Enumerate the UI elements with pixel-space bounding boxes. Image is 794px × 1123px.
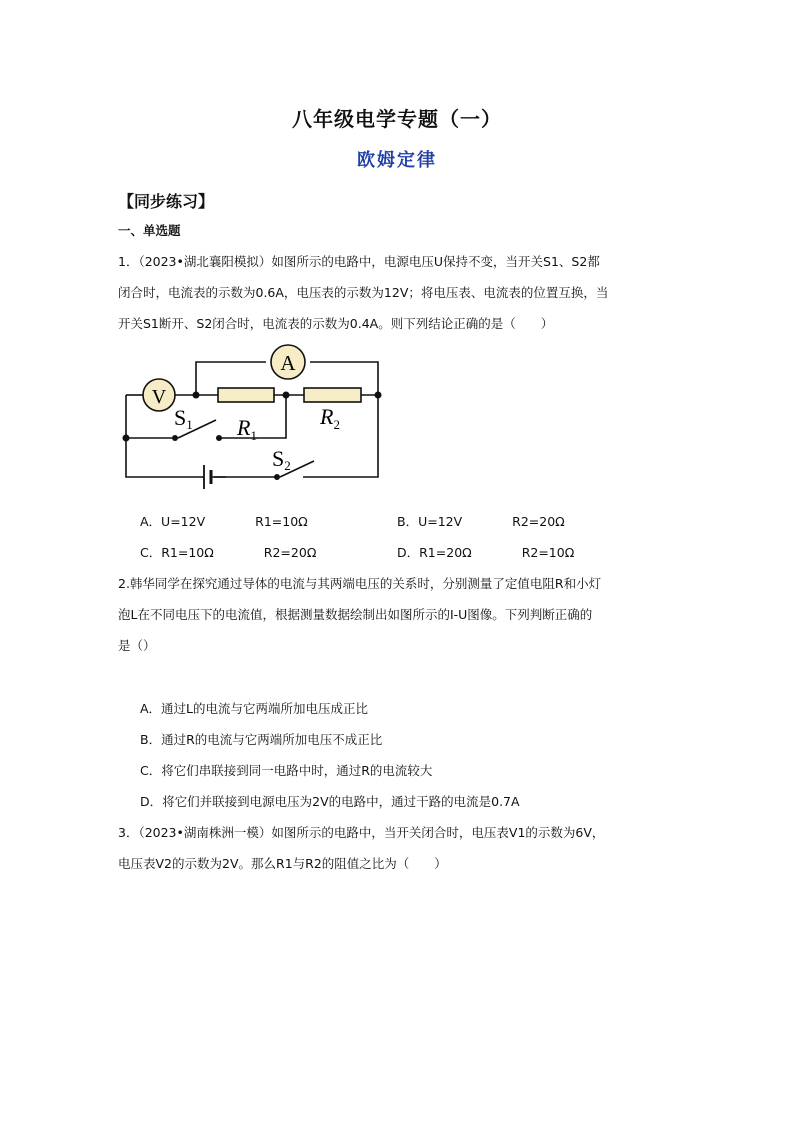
q1-option-b[interactable]: B．U=12V R2=20Ω — [397, 514, 565, 529]
q2-line-3: 是（） — [118, 638, 156, 653]
ammeter-label: A — [280, 351, 296, 375]
resistor-r2 — [304, 388, 361, 402]
circuit-diagram — [116, 340, 386, 500]
q2-line-1: 2.韩华同学在探究通过导体的电流与其两端电压的关系时，分别测量了定值电阻R和小灯 — [118, 576, 602, 591]
q3-line-2: 电压表V2的示数为2V。那么R1与R2的阻值之比为（ ） — [118, 856, 447, 871]
q2-option-b[interactable]: B．通过R的电流与它两端所加电压不成正比 — [140, 732, 383, 747]
q2-option-d[interactable]: D．将它们并联接到电源电压为2V的电路中，通过干路的电流是0.7A — [140, 794, 520, 809]
subsection-heading: 一、单选题 — [118, 223, 181, 238]
svg-text:S2: S2 — [272, 446, 291, 473]
svg-text:R2: $R_2$ — [320, 404, 340, 432]
q1-line-3: 开关S1断开、S2闭合时，电流表的示数为0.4A。则下列结论正确的是（ ） — [118, 316, 554, 331]
r1-label: R — [237, 415, 251, 440]
svg-text:S1: S1 — [174, 405, 193, 432]
q1-option-d[interactable]: D．R1=20Ω R2=10Ω — [397, 545, 575, 560]
q1-option-a[interactable]: A．U=12V R1=10Ω — [140, 514, 308, 529]
voltmeter-label: V — [151, 386, 167, 408]
q2-option-a[interactable]: A．通过L的电流与它两端所加电压成正比 — [140, 701, 369, 716]
s1-label: S — [174, 405, 187, 430]
section-heading: 【同步练习】 — [118, 192, 215, 211]
page-title: 八年级电学专题（一） — [292, 107, 502, 131]
q1-option-c[interactable]: C．R1=10Ω R2=20Ω — [140, 545, 317, 560]
svg-text:R1: $R_1$ — [237, 415, 257, 443]
r2-label: R — [320, 404, 334, 429]
q3-line-1: 3．（2023•湖南株洲一模）如图所示的电路中，当开关闭合时，电压表V1的示数为6V， — [118, 825, 605, 840]
s2-label: S — [272, 446, 285, 471]
page-subtitle: 欧姆定律 — [357, 150, 437, 171]
q1-line-2: 闭合时，电流表的示数为0.6A，电压表的示数为12V；将电压表、电流表的位置互换，当 — [118, 285, 609, 300]
resistor-r1 — [218, 388, 274, 402]
q2-line-2: 泡L在不同电压下的电流值，根据测量数据绘制出如图所示的I-U图像。下列判断正确的 — [118, 607, 593, 622]
q2-option-c[interactable]: C．将它们串联接到同一电路中时，通过R的电流较大 — [140, 763, 433, 778]
q1-line-1: 1．（2023•湖北襄阳模拟）如图所示的电路中，电源电压U保持不变，当开关S1、S2都 — [118, 254, 600, 269]
